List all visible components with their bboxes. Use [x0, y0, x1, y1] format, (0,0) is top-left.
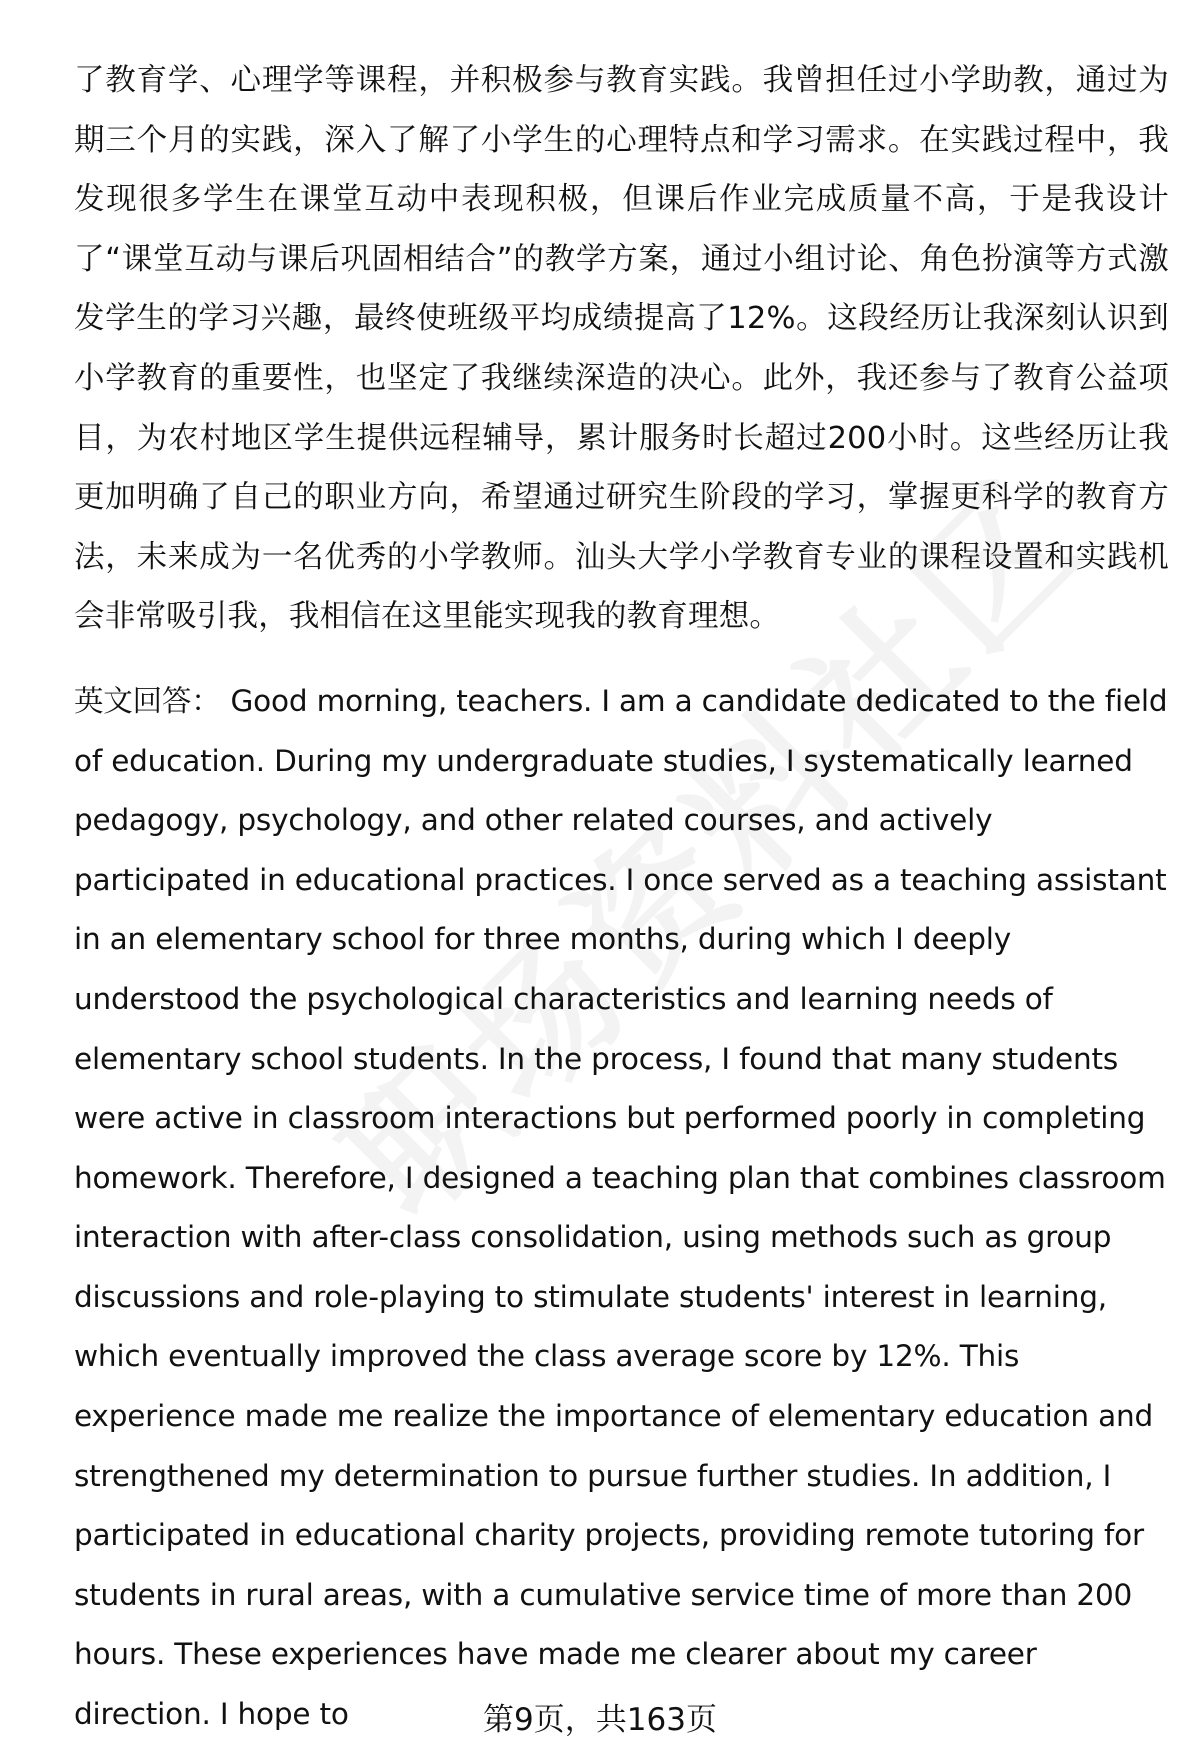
english-answer-label: 英文回答： [74, 683, 221, 718]
english-answer-text: Good morning, teachers. I am a candidate dedicated to the field of education. During my undergraduate studies, I systematically learned pedagogy, psychology, and other related courses, and actively participated in educational practices. I once served as a teaching assistant in an elementary school for three months, during which I deeply understood the psychological characteristics and learning needs of elementary school students. In the process, I found that many students were active in classroom interactions but performed poorly in completing homework. Therefore, I designed a teaching plan that combines classroom interaction with after-class consolidation, using methods such as group discussions and role-playing to stimulate students' interest in learning, which eventually improved the class average score by 12%. This experience made me realize the importance of elementary education and strengthened my determination to pursue further studies. In addition, I participated in educational charity projects, providing remote tutoring for students in rural areas, with a cumulative service time of more than 200 hours. These experiences have made me clearer about my career direction. I hope to [74, 683, 1168, 1732]
document-body [74, 51, 1169, 1745]
page-number-footer: 第9页，共163页 [483, 1702, 717, 1738]
chinese-answer-paragraph: 了教育学、心理学等课程，并积极参与教育实践。我曾担任过小学助教，通过为期三个月的实践，深入了解了小学生的心理特点和学习需求。在实践过程中，我发现很多学生在课堂互动中表现积极，但课后作业完成质量不高，于是我设计了“课堂互动与课后巩固相结合”的教学方案，通过小组讨论、角色扮演等方式激发学生的学习兴趣，最终使班级平均成绩提高了12%。这段经历让我深刻认识到小学教育的重要性，也坚定了我继续深造的决心。此外，我还参与了教育公益项目，为农村地区学生提供远程辅导，累计服务时长超过200小时。这些经历让我更加明确了自己的职业方向，希望通过研究生阶段的学习，掌握更科学的教育方法，未来成为一名优秀的小学教师。汕头大学小学教育专业的课程设置和实践机会非常吸引我，我相信在这里能实现我的教育理想。 [74, 63, 1169, 635]
english-answer-paragraph [74, 672, 1169, 1745]
